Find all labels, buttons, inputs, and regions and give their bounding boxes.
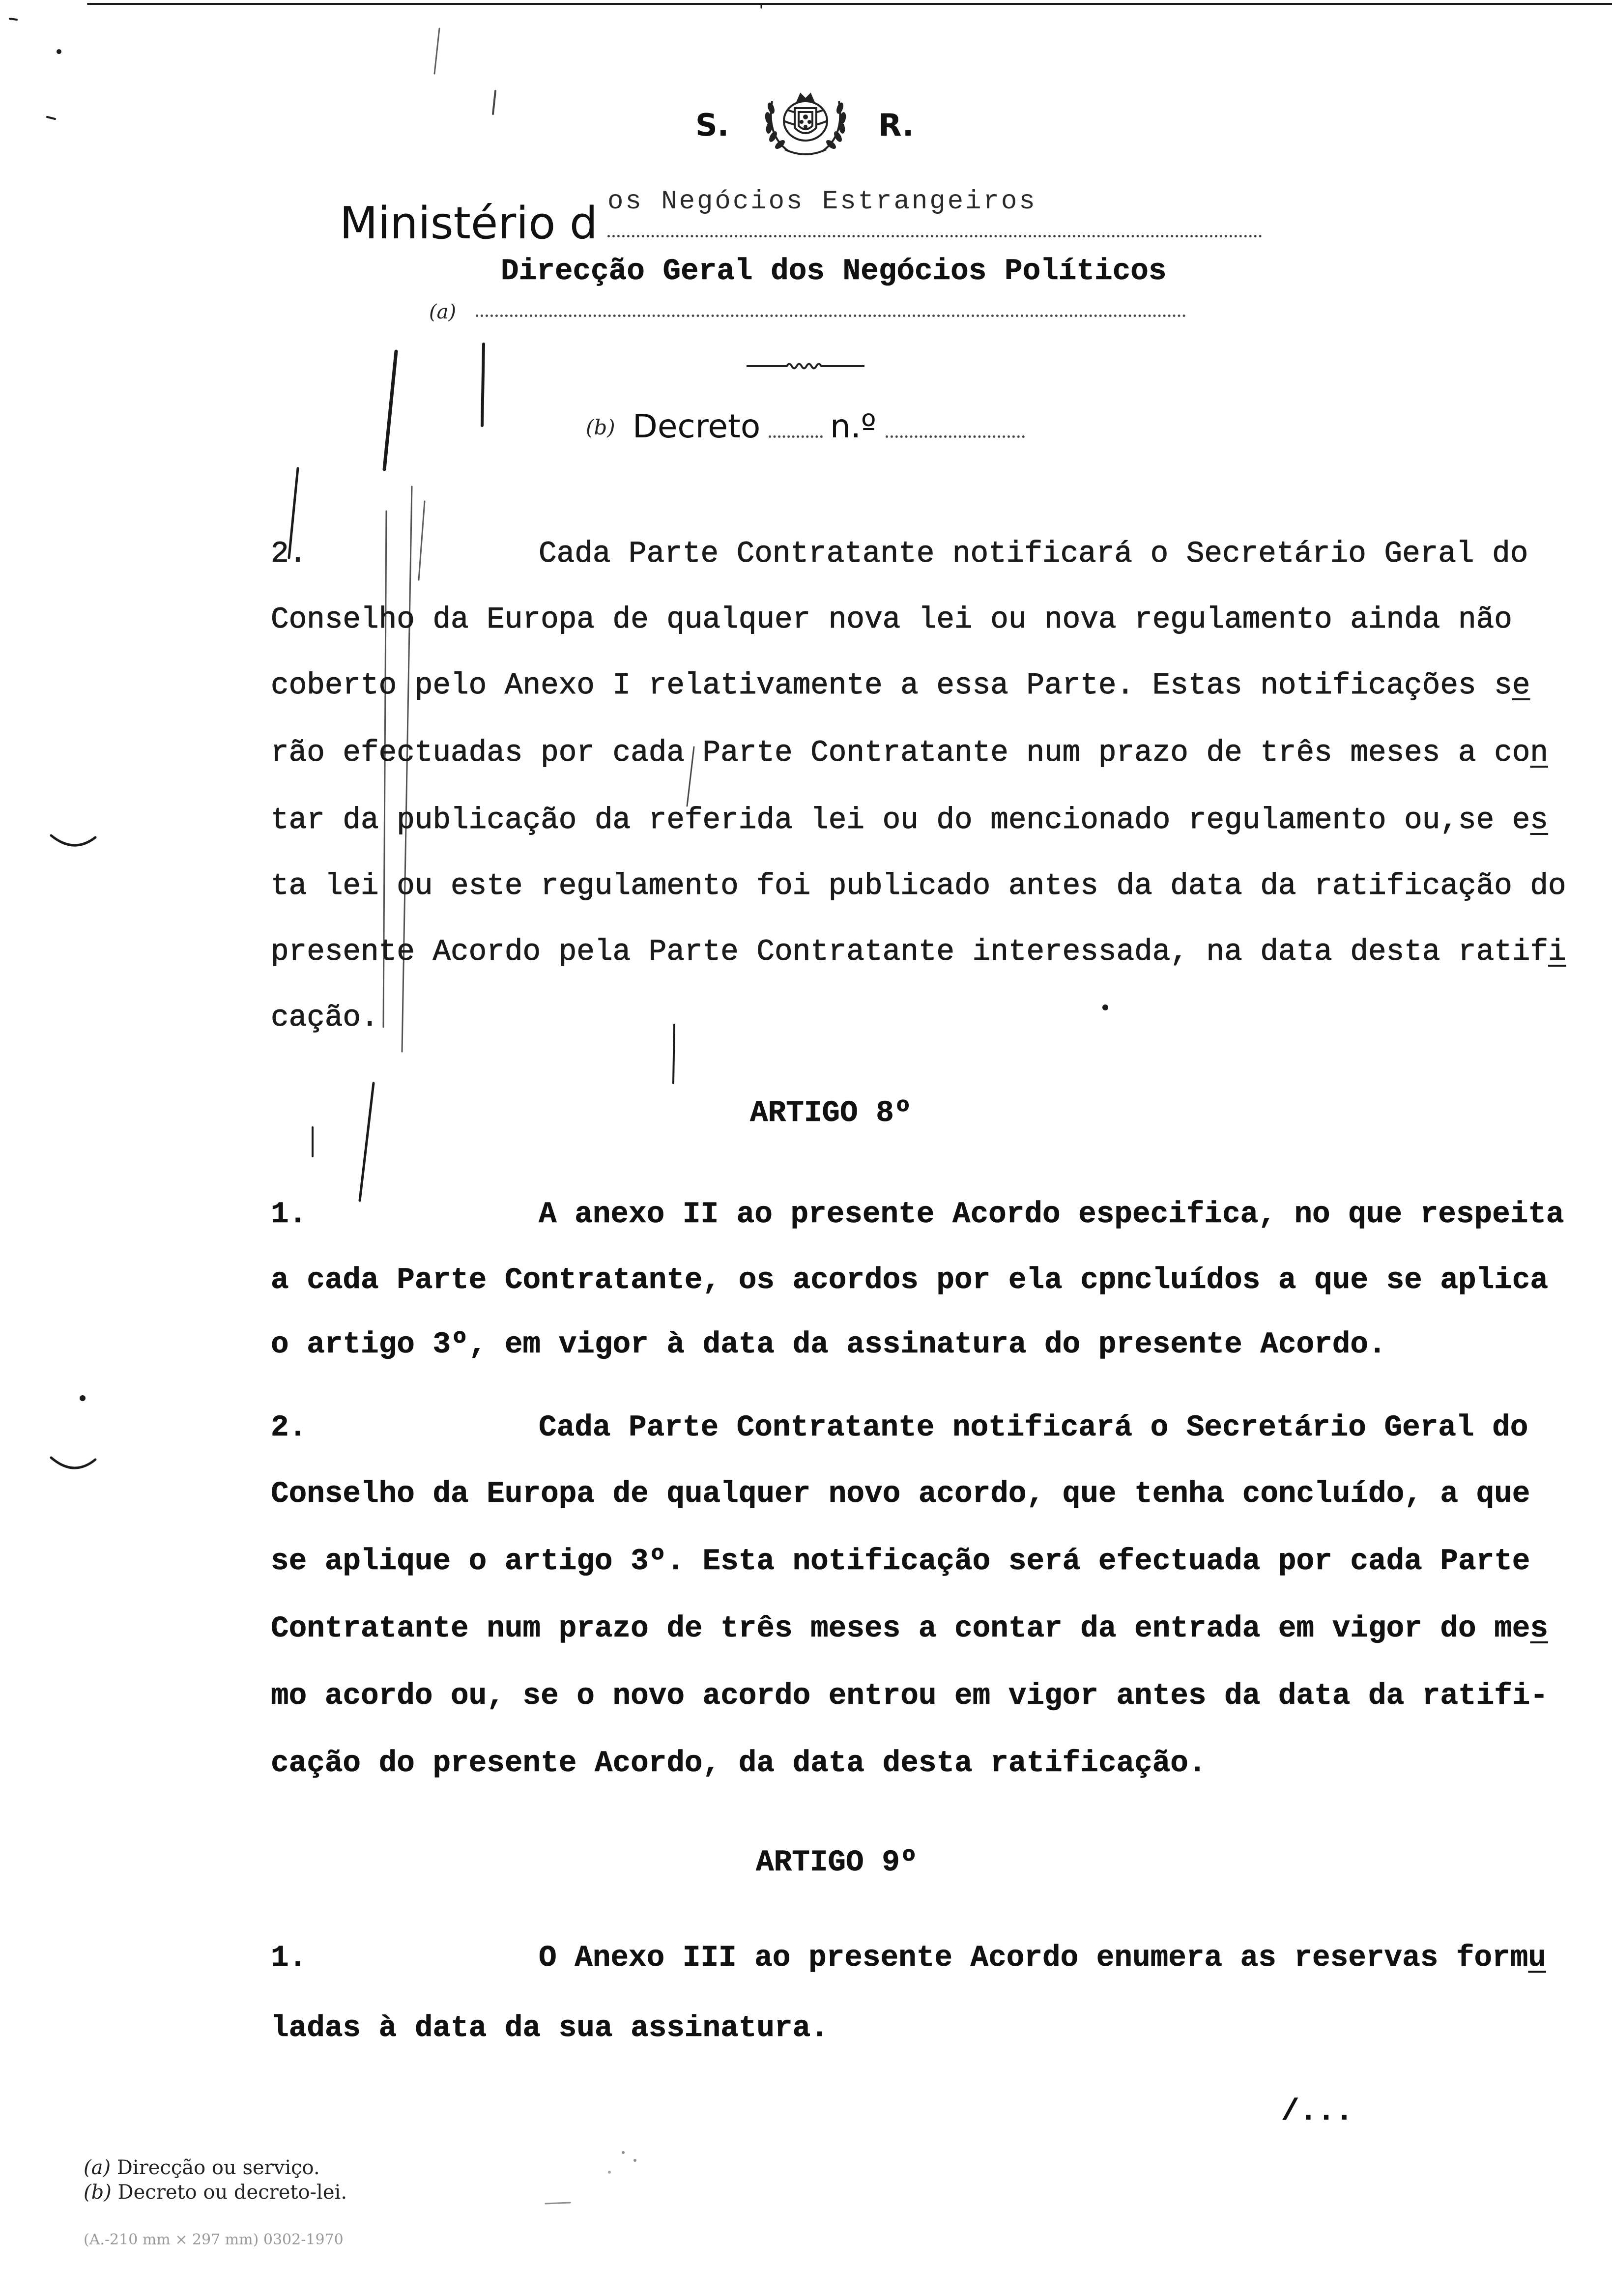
line-text: tar da publicação da referida lei ou do mencionado regulamento ou,se e bbox=[271, 804, 1530, 837]
paragraph-number: 1. bbox=[271, 1198, 307, 1232]
decree-label: Decreto bbox=[633, 407, 761, 445]
line-text: Contratante num prazo de três meses a contar da entrada em vigor do me bbox=[271, 1612, 1530, 1646]
text-line: Conselho da Europa de qualquer novo acordo, que tenha concluído, a que bbox=[271, 1477, 1530, 1511]
line-underlined-tail: n bbox=[1530, 736, 1549, 770]
text-line: cação. bbox=[271, 1001, 379, 1035]
footnote-marker: (b) bbox=[84, 2181, 112, 2204]
number-label: n.º bbox=[830, 407, 876, 445]
ministry-dotted-line bbox=[607, 235, 1262, 237]
coat-of-arms-icon bbox=[758, 86, 853, 158]
text-line bbox=[271, 804, 1548, 838]
footnote-text: Decreto ou decreto-lei. bbox=[117, 2181, 347, 2204]
line-underlined-tail: e bbox=[1512, 669, 1530, 703]
text-line: ta lei ou este regulamento foi publicado antes da data da ratificação do bbox=[271, 869, 1566, 903]
article-heading: ARTIGO 8º bbox=[750, 1096, 912, 1130]
text-line: mo acordo ou, se o novo acordo entrou em vigor antes da data da ratifi- bbox=[271, 1679, 1549, 1713]
footnote-a bbox=[84, 2156, 320, 2179]
field-a-marker: (a) bbox=[429, 301, 457, 323]
text-line: A anexo II ao presente Acordo especifica, no que respeita bbox=[539, 1198, 1564, 1232]
text-line: cação do presente Acordo, da data desta ratificação. bbox=[271, 1747, 1207, 1780]
form-code: (A.-210 mm × 297 mm) 0302-1970 bbox=[84, 2231, 344, 2248]
line-text: O Anexo III ao presente Acordo enumera as reservas form bbox=[539, 1941, 1528, 1975]
text-line: Cada Parte Contratante notificará o Secretário Geral do bbox=[539, 537, 1528, 571]
text-line: ladas à data da sua assinatura. bbox=[271, 2011, 829, 2045]
footnote-text: Direcção ou serviço. bbox=[116, 2156, 320, 2179]
line-underlined-tail: u bbox=[1528, 1941, 1546, 1975]
directorate-typed: Direcção Geral dos Negócios Políticos bbox=[501, 255, 1167, 288]
text-line: Cada Parte Contratante notificará o Secretário Geral do bbox=[539, 1411, 1528, 1445]
ministry-name-typed: os Negócios Estrangeiros bbox=[607, 187, 1037, 217]
text-line: o artigo 3º, em vigor à data da assinatura do presente Acordo. bbox=[271, 1328, 1386, 1362]
text-line: a cada Parte Contratante, os acordos por ela cpncluídos a que se aplica bbox=[271, 1263, 1549, 1297]
seal-letter-left: S. bbox=[695, 107, 729, 143]
footnote-b bbox=[84, 2181, 347, 2204]
article-heading: ARTIGO 9º bbox=[756, 1846, 918, 1880]
decree-dotted-line bbox=[769, 435, 823, 438]
line-text: rão efectuadas por cada Parte Contratante num prazo de três meses a co bbox=[271, 736, 1530, 770]
paragraph-number: 1. bbox=[271, 1941, 307, 1975]
number-dotted-line bbox=[886, 435, 1025, 438]
footnote-marker: (a) bbox=[84, 2156, 111, 2179]
text-line bbox=[271, 669, 1530, 703]
text-line bbox=[539, 1941, 1546, 1976]
ministry-prefix: Ministério d bbox=[340, 198, 598, 249]
text-line bbox=[271, 935, 1566, 970]
field-b-marker: (b) bbox=[586, 415, 615, 439]
seal-letter-right: R. bbox=[878, 107, 914, 143]
line-underlined-tail: i bbox=[1548, 935, 1566, 969]
header-divider bbox=[747, 359, 864, 373]
text-line: Conselho da Europa de qualquer nova lei ou nova regulamento ainda não bbox=[271, 603, 1512, 637]
line-text: presente Acordo pela Parte Contratante interessada, na data desta ratif bbox=[271, 935, 1549, 969]
paragraph-number: 2. bbox=[271, 537, 307, 571]
line-text: coberto pelo Anexo I relativamente a essa Parte. Estas notificações s bbox=[271, 669, 1512, 703]
line-underlined-tail: s bbox=[1530, 804, 1549, 837]
text-line bbox=[271, 1612, 1548, 1646]
line-underlined-tail: s bbox=[1530, 1612, 1549, 1646]
field-a-dotted-line bbox=[476, 315, 1186, 317]
text-line: se aplique o artigo 3º. Esta notificação será efectuada por cada Parte bbox=[271, 1545, 1530, 1578]
text-line bbox=[271, 736, 1548, 771]
paragraph-number: 2. bbox=[271, 1411, 307, 1445]
continuation-mark: /... bbox=[1281, 2095, 1353, 2129]
